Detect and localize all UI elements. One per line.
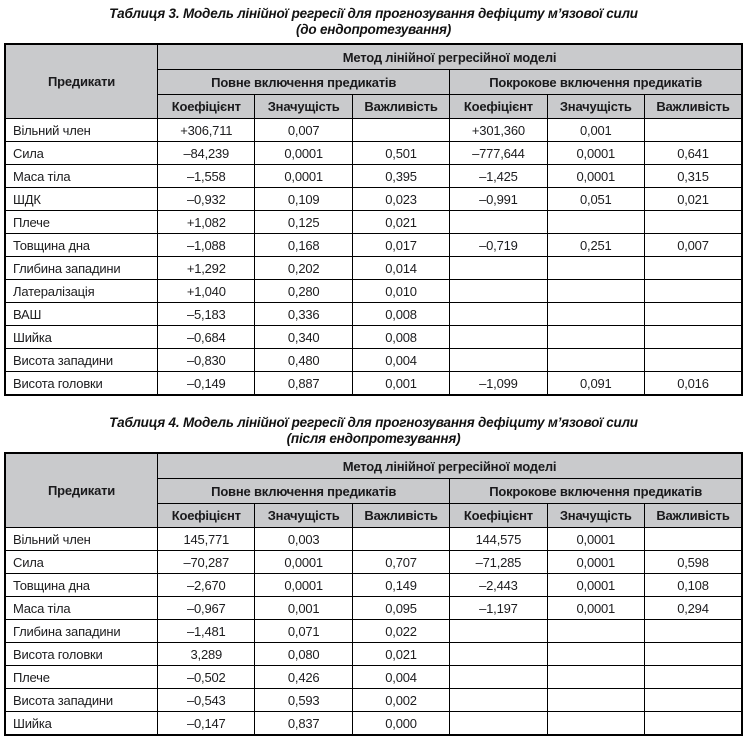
table-row xyxy=(5,528,742,551)
value-cell: 0,251 xyxy=(547,234,644,257)
value-cell: –2,670 xyxy=(158,574,255,597)
table-row xyxy=(5,165,742,188)
value-cell: 0,007 xyxy=(644,234,742,257)
predicate-cell: Сила xyxy=(5,551,158,574)
table-row xyxy=(5,620,742,643)
value-cell: 0,001 xyxy=(255,597,352,620)
value-cell: 0,837 xyxy=(255,712,352,736)
predicate-cell: Вільний член xyxy=(5,528,158,551)
value-cell: 0,501 xyxy=(352,142,449,165)
value-cell: +1,082 xyxy=(158,211,255,234)
value-cell: 0,091 xyxy=(547,372,644,396)
value-cell: 0,280 xyxy=(255,280,352,303)
value-cell: 0,149 xyxy=(352,574,449,597)
value-cell: 0,071 xyxy=(255,620,352,643)
value-cell: 0,108 xyxy=(644,574,742,597)
table-row xyxy=(5,372,742,396)
value-cell xyxy=(644,211,742,234)
value-cell: 0,014 xyxy=(352,257,449,280)
value-cell: 0,095 xyxy=(352,597,449,620)
column-header-coefficient-full: Коефіцієнт xyxy=(158,504,255,528)
table-row xyxy=(5,119,742,142)
value-cell: 0,022 xyxy=(352,620,449,643)
value-cell: 0,008 xyxy=(352,303,449,326)
value-cell xyxy=(547,666,644,689)
value-cell xyxy=(547,257,644,280)
value-cell: 0,021 xyxy=(644,188,742,211)
table-row xyxy=(5,280,742,303)
value-cell: –5,183 xyxy=(158,303,255,326)
column-header-importance-stepwise: Важливість xyxy=(644,504,742,528)
value-cell: 0,0001 xyxy=(547,597,644,620)
value-cell xyxy=(450,257,547,280)
value-cell: 0,023 xyxy=(352,188,449,211)
column-header-coefficient-stepwise: Коефіцієнт xyxy=(450,504,547,528)
column-header-significance-full: Значущість xyxy=(255,95,352,119)
value-cell xyxy=(547,643,644,666)
predicate-cell: Маса тіла xyxy=(5,165,158,188)
table-row xyxy=(5,211,742,234)
value-cell: 0,017 xyxy=(352,234,449,257)
value-cell: –1,425 xyxy=(450,165,547,188)
value-cell xyxy=(547,303,644,326)
column-header-importance-full: Важливість xyxy=(352,95,449,119)
predicate-cell: Маса тіла xyxy=(5,597,158,620)
value-cell: 0,002 xyxy=(352,689,449,712)
table-row xyxy=(5,303,742,326)
table-row xyxy=(5,188,742,211)
predicate-cell: Сила xyxy=(5,142,158,165)
value-cell: 0,021 xyxy=(352,643,449,666)
predicate-cell: Глибина западини xyxy=(5,620,158,643)
value-cell: –0,830 xyxy=(158,349,255,372)
value-cell: 3,289 xyxy=(158,643,255,666)
value-cell xyxy=(644,712,742,736)
value-cell: –70,287 xyxy=(158,551,255,574)
table-row xyxy=(5,234,742,257)
column-header-significance-full: Значущість xyxy=(255,504,352,528)
predicate-cell: Плече xyxy=(5,211,158,234)
table-row xyxy=(5,551,742,574)
column-header-predicates: Предикати xyxy=(5,453,158,528)
value-cell xyxy=(450,620,547,643)
value-cell: 0,051 xyxy=(547,188,644,211)
value-cell: –0,719 xyxy=(450,234,547,257)
column-header-importance-full: Важливість xyxy=(352,504,449,528)
value-cell: –777,644 xyxy=(450,142,547,165)
table3-title-line2: (до ендопротезування) xyxy=(295,22,452,37)
value-cell: 0,000 xyxy=(352,712,449,736)
value-cell: 0,395 xyxy=(352,165,449,188)
predicate-cell: Латералізація xyxy=(5,280,158,303)
value-cell: 0,0001 xyxy=(255,574,352,597)
value-cell: 0,021 xyxy=(352,211,449,234)
value-cell xyxy=(547,620,644,643)
value-cell: 0,202 xyxy=(255,257,352,280)
column-header-predicates: Предикати xyxy=(5,44,158,119)
table-row xyxy=(5,142,742,165)
value-cell: 0,010 xyxy=(352,280,449,303)
value-cell: 145,771 xyxy=(158,528,255,551)
value-cell: 0,0001 xyxy=(547,142,644,165)
value-cell: 0,294 xyxy=(644,597,742,620)
value-cell: 0,336 xyxy=(255,303,352,326)
value-cell: 0,0001 xyxy=(547,528,644,551)
regression-table-after-surgery xyxy=(4,452,743,736)
predicate-cell: Шийка xyxy=(5,326,158,349)
value-cell: 0,109 xyxy=(255,188,352,211)
value-cell: 0,001 xyxy=(547,119,644,142)
predicate-cell: Вільний член xyxy=(5,119,158,142)
value-cell: +1,292 xyxy=(158,257,255,280)
value-cell xyxy=(547,211,644,234)
table-row xyxy=(5,712,742,736)
column-header-full-inclusion: Повне включення предикатів xyxy=(158,479,450,504)
value-cell: –1,197 xyxy=(450,597,547,620)
value-cell xyxy=(644,280,742,303)
value-cell: 0,0001 xyxy=(255,142,352,165)
value-cell xyxy=(547,326,644,349)
table4-title xyxy=(4,415,743,447)
predicate-cell: Висота головки xyxy=(5,372,158,396)
column-header-stepwise-inclusion: Покрокове включення предикатів xyxy=(450,479,742,504)
value-cell: –0,932 xyxy=(158,188,255,211)
predicate-cell: Товщина дна xyxy=(5,574,158,597)
value-cell: –84,239 xyxy=(158,142,255,165)
table-row xyxy=(5,349,742,372)
value-cell: 0,340 xyxy=(255,326,352,349)
value-cell: 0,707 xyxy=(352,551,449,574)
value-cell: 0,0001 xyxy=(547,165,644,188)
value-cell: –1,558 xyxy=(158,165,255,188)
table-row xyxy=(5,689,742,712)
value-cell: –0,967 xyxy=(158,597,255,620)
table3-title xyxy=(4,6,743,38)
value-cell: 0,125 xyxy=(255,211,352,234)
value-cell: –1,088 xyxy=(158,234,255,257)
value-cell: 0,887 xyxy=(255,372,352,396)
value-cell: 0,001 xyxy=(352,372,449,396)
value-cell: 0,480 xyxy=(255,349,352,372)
value-cell: –0,991 xyxy=(450,188,547,211)
value-cell: 0,004 xyxy=(352,349,449,372)
value-cell: –0,149 xyxy=(158,372,255,396)
column-header-coefficient-full: Коефіцієнт xyxy=(158,95,255,119)
predicate-cell: Товщина дна xyxy=(5,234,158,257)
value-cell: 0,0001 xyxy=(255,551,352,574)
value-cell: 0,593 xyxy=(255,689,352,712)
value-cell xyxy=(644,119,742,142)
value-cell: 0,598 xyxy=(644,551,742,574)
table-row xyxy=(5,597,742,620)
value-cell: 0,004 xyxy=(352,666,449,689)
column-header-coefficient-stepwise: Коефіцієнт xyxy=(450,95,547,119)
value-cell: –71,285 xyxy=(450,551,547,574)
value-cell xyxy=(450,712,547,736)
value-cell xyxy=(352,119,449,142)
value-cell: 0,007 xyxy=(255,119,352,142)
value-cell: –0,502 xyxy=(158,666,255,689)
value-cell: 0,168 xyxy=(255,234,352,257)
table3-title-line1: Таблиця 3. Модель лінійної регресії для прогнозування дефіциту м’язової сили xyxy=(109,6,638,21)
value-cell xyxy=(547,689,644,712)
table4-section xyxy=(4,415,743,736)
value-cell xyxy=(450,211,547,234)
value-cell xyxy=(547,280,644,303)
value-cell xyxy=(547,712,644,736)
table4-body xyxy=(5,528,742,736)
regression-table-before-surgery xyxy=(4,43,743,396)
value-cell xyxy=(644,303,742,326)
value-cell: +306,711 xyxy=(158,119,255,142)
table-row xyxy=(5,666,742,689)
value-cell: 0,0001 xyxy=(547,551,644,574)
value-cell xyxy=(450,689,547,712)
value-cell: 0,0001 xyxy=(547,574,644,597)
value-cell xyxy=(450,643,547,666)
table4-title-line2: (після ендопротезування) xyxy=(286,431,461,446)
predicate-cell: ШДК xyxy=(5,188,158,211)
predicate-cell: Глибина западини xyxy=(5,257,158,280)
value-cell xyxy=(644,620,742,643)
column-header-significance-stepwise: Значущість xyxy=(547,95,644,119)
value-cell: 0,003 xyxy=(255,528,352,551)
predicate-cell: Висота головки xyxy=(5,643,158,666)
value-cell xyxy=(644,326,742,349)
value-cell xyxy=(450,349,547,372)
value-cell xyxy=(450,666,547,689)
value-cell: 144,575 xyxy=(450,528,547,551)
value-cell: –0,684 xyxy=(158,326,255,349)
table3-section xyxy=(4,6,743,396)
value-cell xyxy=(450,326,547,349)
column-header-importance-stepwise: Важливість xyxy=(644,95,742,119)
predicate-cell: Висота западини xyxy=(5,689,158,712)
column-header-significance-stepwise: Значущість xyxy=(547,504,644,528)
value-cell: –0,147 xyxy=(158,712,255,736)
predicate-cell: Плече xyxy=(5,666,158,689)
value-cell: –0,543 xyxy=(158,689,255,712)
value-cell: 0,016 xyxy=(644,372,742,396)
value-cell: 0,0001 xyxy=(255,165,352,188)
value-cell: 0,008 xyxy=(352,326,449,349)
table4-title-line1: Таблиця 4. Модель лінійної регресії для прогнозування дефіциту м’язової сили xyxy=(109,415,638,430)
value-cell: 0,641 xyxy=(644,142,742,165)
column-header-full-inclusion: Повне включення предикатів xyxy=(158,70,450,95)
table-row xyxy=(5,326,742,349)
table-row xyxy=(5,643,742,666)
value-cell xyxy=(352,528,449,551)
column-header-method: Метод лінійної регресійної моделі xyxy=(158,453,742,479)
value-cell xyxy=(644,257,742,280)
value-cell: –1,099 xyxy=(450,372,547,396)
value-cell: 0,426 xyxy=(255,666,352,689)
table-row xyxy=(5,257,742,280)
value-cell xyxy=(450,280,547,303)
value-cell xyxy=(450,303,547,326)
value-cell: –1,481 xyxy=(158,620,255,643)
column-header-stepwise-inclusion: Покрокове включення предикатів xyxy=(450,70,742,95)
value-cell: –2,443 xyxy=(450,574,547,597)
value-cell: 0,080 xyxy=(255,643,352,666)
value-cell xyxy=(547,349,644,372)
value-cell xyxy=(644,689,742,712)
table3-body xyxy=(5,119,742,396)
value-cell xyxy=(644,349,742,372)
predicate-cell: Шийка xyxy=(5,712,158,736)
value-cell xyxy=(644,528,742,551)
value-cell: 0,315 xyxy=(644,165,742,188)
predicate-cell: ВАШ xyxy=(5,303,158,326)
column-header-method: Метод лінійної регресійної моделі xyxy=(158,44,742,70)
value-cell: +1,040 xyxy=(158,280,255,303)
value-cell xyxy=(644,666,742,689)
value-cell: +301,360 xyxy=(450,119,547,142)
value-cell xyxy=(644,643,742,666)
table-row xyxy=(5,574,742,597)
predicate-cell: Висота западини xyxy=(5,349,158,372)
